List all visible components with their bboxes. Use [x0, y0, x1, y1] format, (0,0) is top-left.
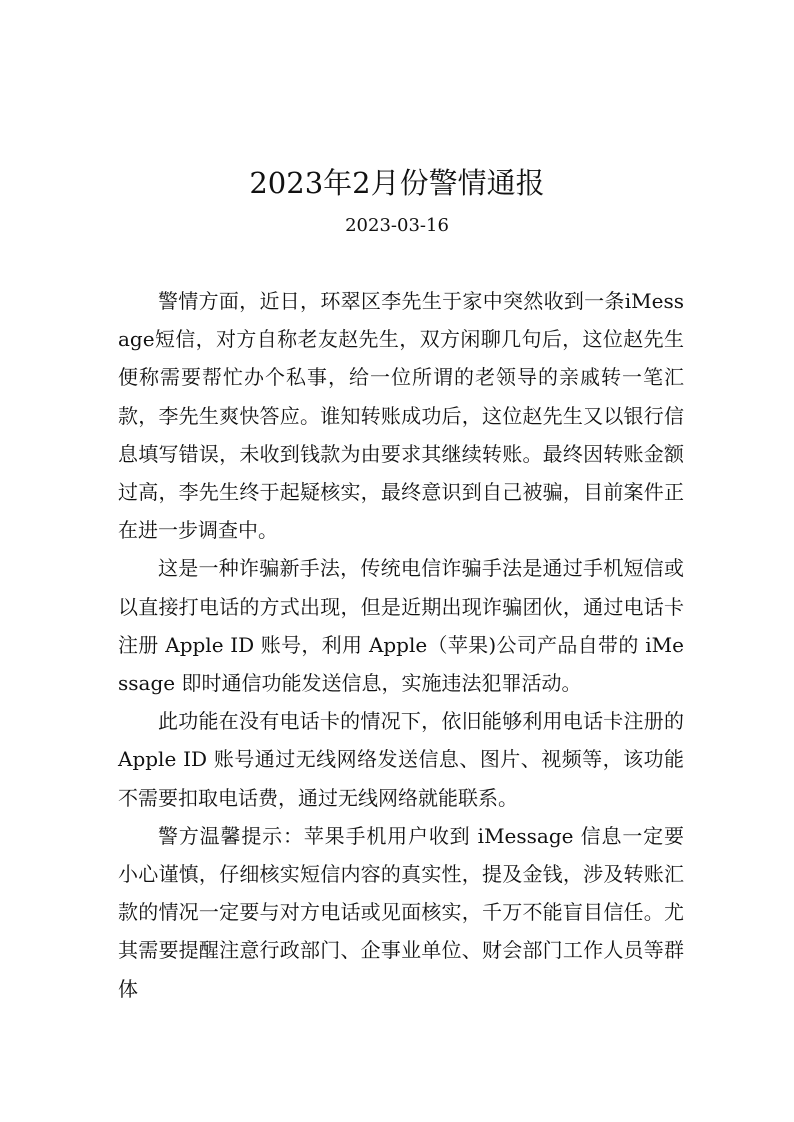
document-date: 2023-03-16: [345, 215, 449, 236]
document-body: [118, 282, 684, 1008]
paragraph-method: 这是一种诈骗新手法，传统电信诈骗手法是通过手机短信或以直接打电话的方式出现，但是近期出现诈骗团伙，通过电话卡注册 Apple ID 账号，利用 Apple（苹果)公司产品自带的 iMessage 即时通信功能发送信息，实施违法犯罪活动。: [118, 556, 684, 696]
paragraph-warning: 警方温馨提示：苹果手机用户收到 iMessage 信息一定要小心谨慎，仔细核实短信内容的真实性，提及金钱，涉及转账汇款的情况一定要与对方电话或见面核实，千万不能盲目信任。尤其需要提醒注意行政部门、企事业单位、财会部门工作人员等群体: [118, 823, 684, 1001]
document-title: 2023年2月份警情通报: [249, 166, 545, 200]
paragraph-incident: 警情方面，近日，环翠区李先生于家中突然收到一条iMessage短信，对方自称老友赵先生，双方闲聊几句后，这位赵先生便称需要帮忙办个私事，给一位所谓的老领导的亲戚转一笔汇款，李先生爽快答应。谁知转账成功后，这位赵先生又以银行信息填写错误，未收到钱款为由要求其继续转账。最终因转账金额过高，李先生终于起疑核实，最终意识到自己被骗，目前案件正在进一步调查中。: [118, 289, 684, 543]
paragraph-feature: 此功能在没有电话卡的情况下，依旧能够利用电话卡注册的 Apple ID 账号通过无线网络发送信息、图片、视频等，该功能不需要扣取电话费，通过无线网络就能联系。: [118, 709, 684, 810]
